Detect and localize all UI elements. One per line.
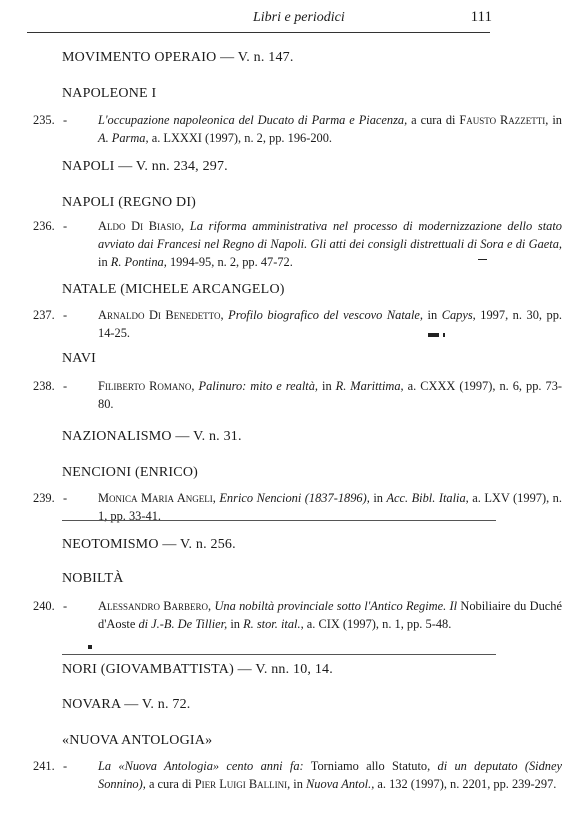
entry-subtitle: di un deputato (Sidney Sonnino), [98,759,562,791]
entry-text: 1997, n. 30, pp. 14-25. [98,308,562,340]
entry-number: 238. [33,379,55,393]
entry-text: in [318,379,336,393]
entry-separator: - [63,113,68,127]
entry-text: in [548,113,562,127]
entry-journal: R. Pontina, [110,255,167,269]
entry-journal: R. stor. ital., [243,617,304,631]
entry-text: in [227,617,244,631]
entry-number: 241. [33,759,55,773]
entry-separator: - [63,379,68,393]
heading-movimento-operaio: MOVIMENTO OPERAIO — V. n. 147. [62,50,294,65]
print-artifact [443,333,445,337]
entry-title: L'occupazione napoleonica del Ducato di Parma e Piacenza, [98,113,408,127]
entry-text: in [98,255,111,269]
entry-text: in [369,491,387,505]
entry-title: La riforma amministrativa nel processo di modernizzazione dello stato avviato dai Francesi nel Regno di Napoli. Gli atti dei consigli distrettuali di Sora e di Gaeta, [98,219,562,251]
entry-author: Pier Luigi Ballini, [194,777,291,791]
separator-rule [62,520,496,521]
entry-title: Palinuro: mito e realtà, [198,379,319,393]
entry-editor: di J.-B. De Tillier, [138,617,228,631]
entry-number: 239. [33,491,55,505]
entry-number: 236. [33,219,55,233]
entry-title: Enrico Nencioni (1837-1896), [219,491,370,505]
entry-journal: Nuova Antol., [306,777,375,791]
entry-237 [33,306,562,342]
entry-number: 237. [33,308,55,322]
entry-235 [33,111,562,147]
heading-napoli-regno: NAPOLI (REGNO DI) [62,195,197,210]
entry-title: La «Nuova Antologia» cento anni fa: [98,759,304,773]
entry-journal: Acc. Bibl. Italia, [386,491,469,505]
entry-author: Fausto Razzetti, [459,113,549,127]
separator-rule [62,654,496,655]
running-title: Libri e periodici [253,10,345,25]
entry-text: a. LXXXI (1997), n. 2, pp. 196-200. [148,131,333,145]
heading-nori: NORI (GIOVAMBATTISTA) — V. nn. 10, 14. [62,662,333,677]
entry-title: Profilo biografico del vescovo Natale, [228,308,423,322]
entry-separator: - [63,599,68,613]
entry-text: in [423,308,442,322]
print-artifact [478,259,487,260]
entry-author: Monica Maria Angeli, [98,491,216,505]
entry-238 [33,377,562,413]
heading-napoleone-i: NAPOLEONE I [62,86,157,101]
entry-236 [33,217,562,271]
entry-author: Arnaldo Di Benedetto, [98,308,224,322]
heading-novara: NOVARA — V. n. 72. [62,697,191,712]
page-header [27,8,490,33]
entry-separator: - [63,308,68,322]
entry-240 [33,597,562,633]
heading-nencioni: NENCIONI (ENRICO) [62,465,198,480]
entry-author: Aldo Di Biasio, [98,219,185,233]
entry-number: 235. [33,113,55,127]
entry-journal: Capys, [441,308,476,322]
entry-author: Filiberto Romano, [98,379,195,393]
print-artifact [88,645,92,649]
entry-number: 240. [33,599,55,613]
heading-neotomismo: NEOTOMISMO — V. n. 256. [62,537,236,552]
heading-natale: NATALE (MICHELE ARCANGELO) [62,282,285,297]
entry-241 [33,757,562,793]
entry-text: 1994-95, n. 2, pp. 47-72. [166,255,293,269]
entry-separator: - [63,759,68,773]
heading-nobilta: NOBILTÀ [62,571,124,586]
heading-nazionalismo: NAZIONALISMO — V. n. 31. [62,429,242,444]
heading-nuova-antologia: «NUOVA ANTOLOGIA» [62,733,213,748]
print-artifact [428,333,439,337]
heading-napoli: NAPOLI — V. nn. 234, 297. [62,159,228,174]
page-number: 111 [470,9,492,25]
entry-text: Torniamo allo Statuto, [303,759,438,773]
entry-text: a cura di [145,777,195,791]
entry-title: Una nobiltà provinciale sotto l'Antico Regime. Il [214,599,458,613]
entry-text: a. LXV (1997), n. 1, pp. 33-41. [98,491,562,523]
entry-separator: - [63,491,68,505]
entry-journal: A. Parma, [98,131,149,145]
entry-text: Nobiliaire du Duché d'Aoste [98,599,562,631]
entry-text: a. CXXX (1997), n. 6, pp. 73-80. [98,379,562,411]
entry-author: Alessandro Barbero, [98,599,212,613]
entry-separator: - [63,219,68,233]
entry-text: in [290,777,307,791]
heading-navi: NAVI [62,351,96,366]
entry-text: a. 132 (1997), n. 2201, pp. 239-297. [374,777,557,791]
entry-journal: R. Marittima, [335,379,404,393]
entry-text: a. CIX (1997), n. 1, pp. 5-48. [303,617,452,631]
entry-text: a cura di [407,113,460,127]
